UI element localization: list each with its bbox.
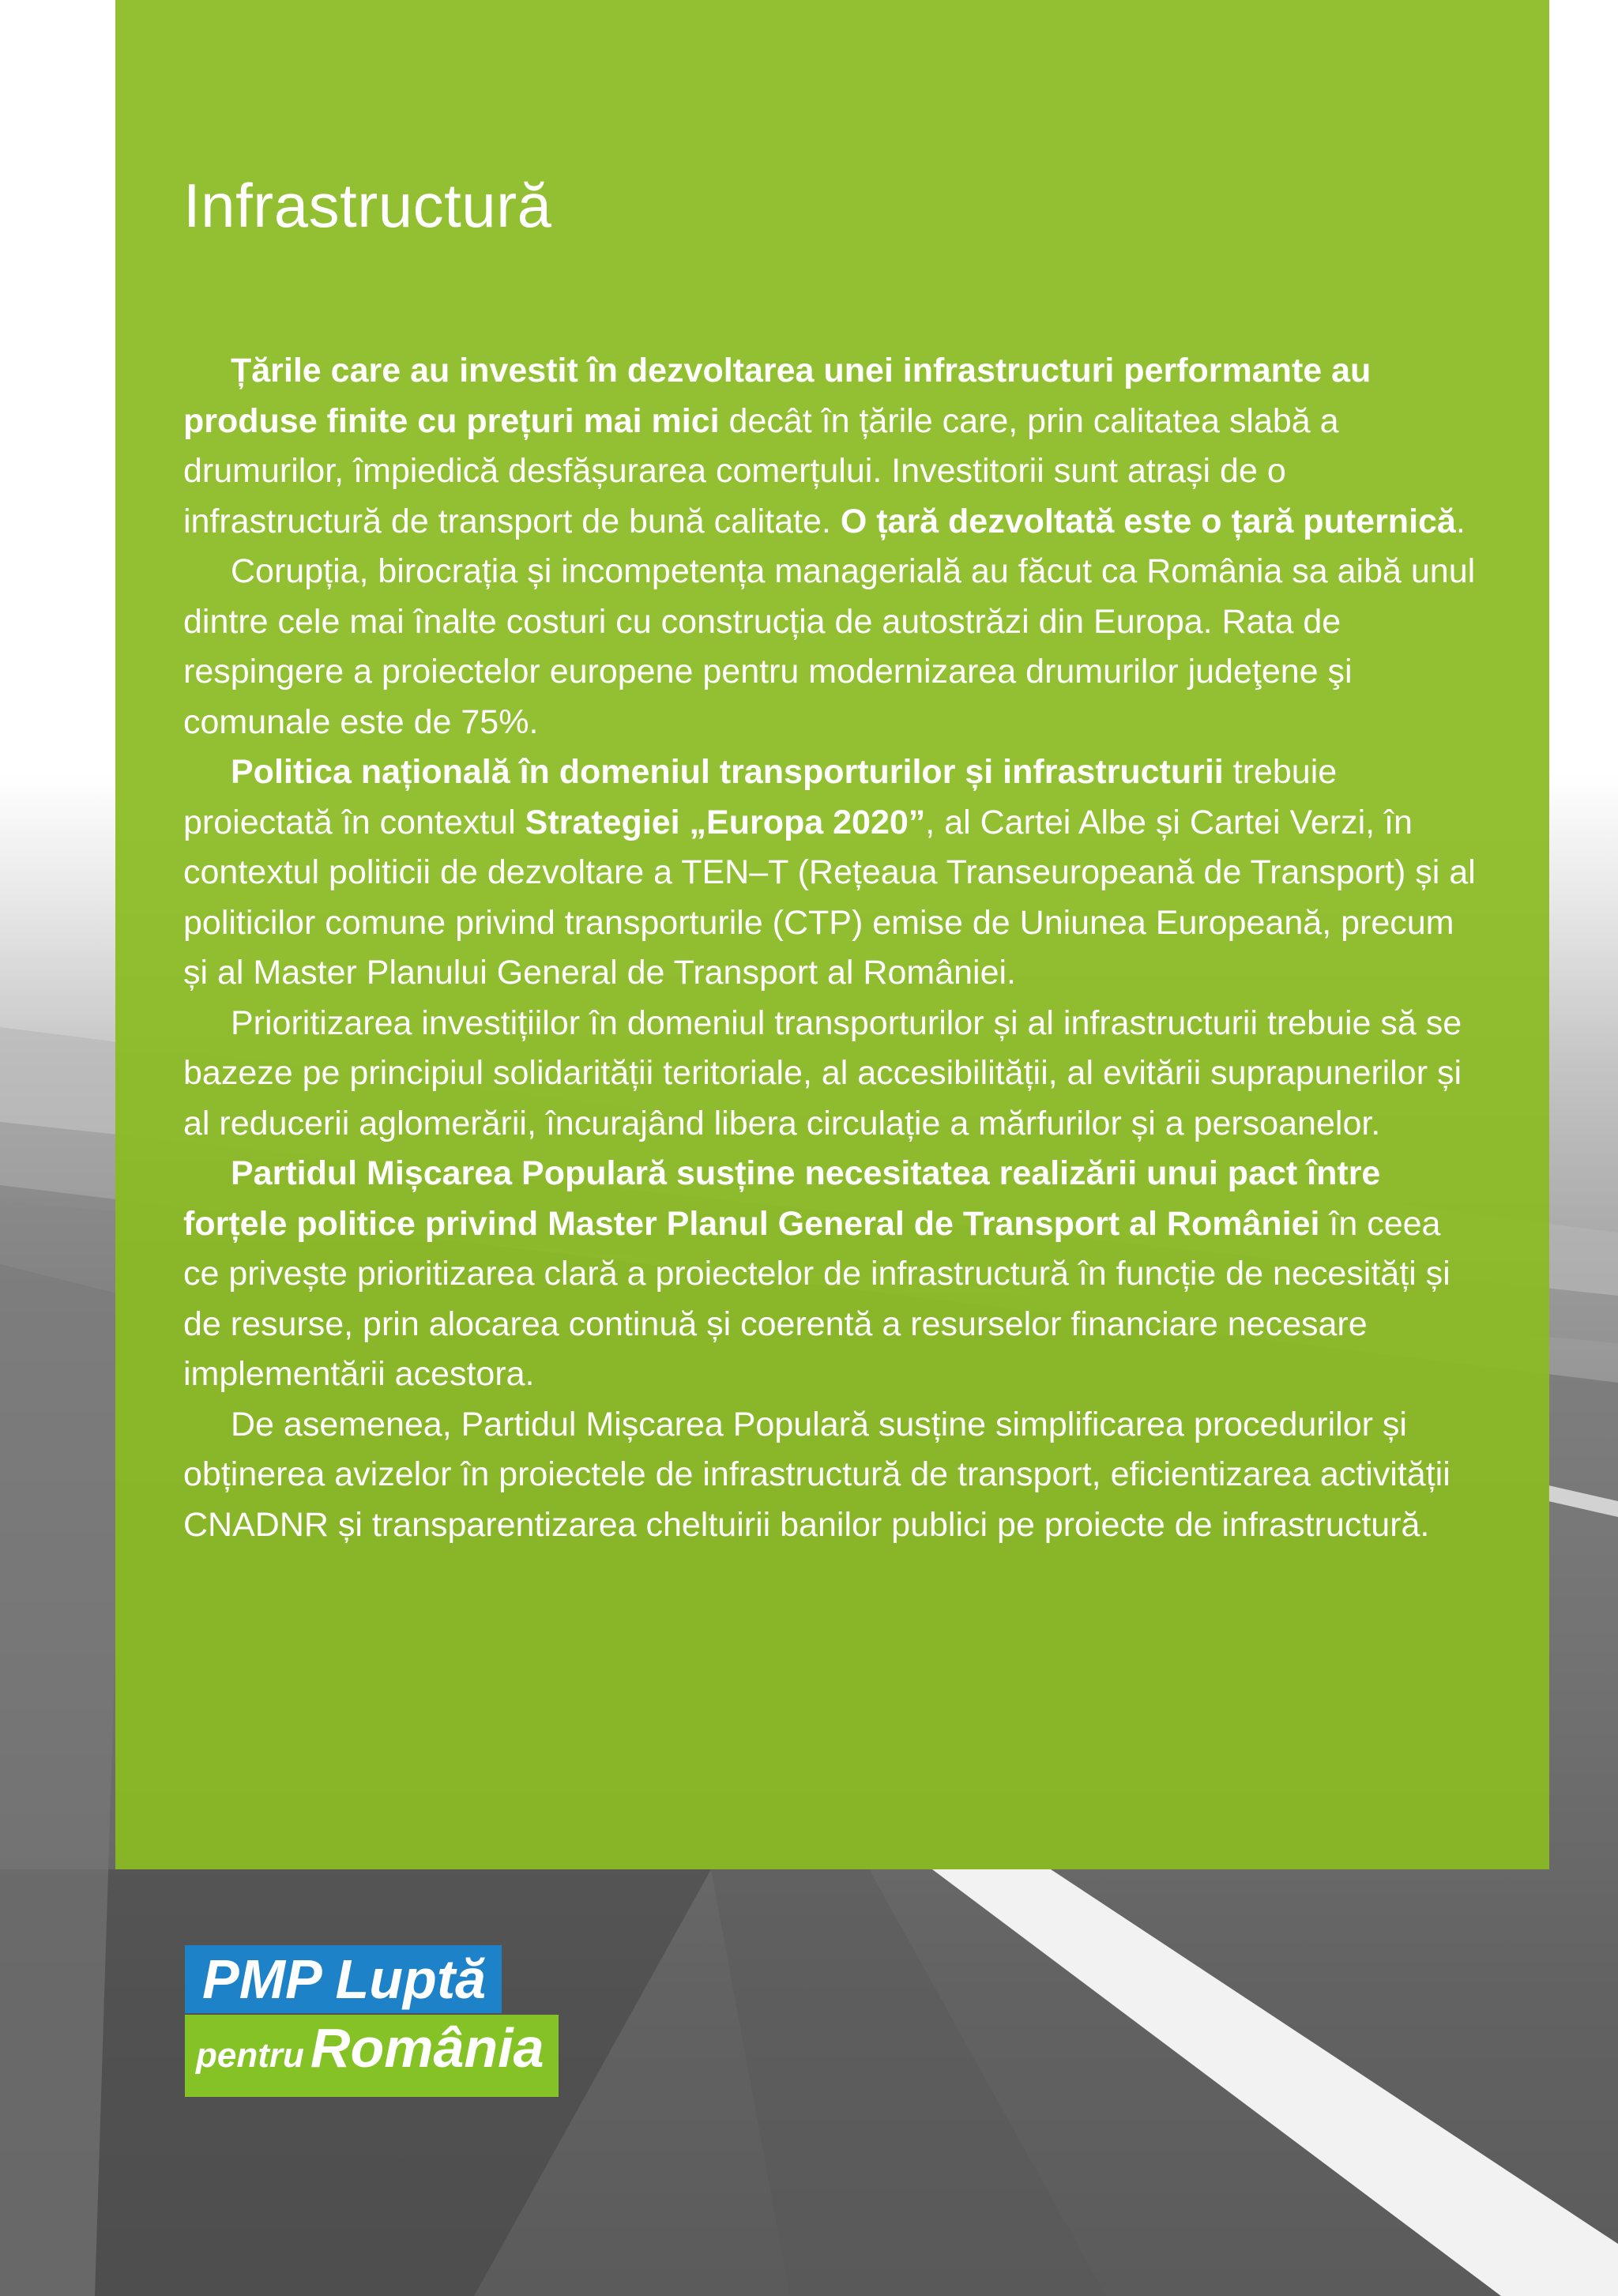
bold-text-run: Partidul Mișcarea Populară susține necesitatea realizării unui pact între forțele politice privind Master Planul General de Transport al României [183,1154,1381,1243]
bold-text-run: O țară dezvoltată este o țară puternică [840,502,1456,540]
text-run: Prioritizarea investițiilor în domeniul transporturilor și al infrastructurii trebuie să se bazeze pe principiul solidarității teritoriale, al accesibilității, al evitării suprapunerilor și al reducerii aglomerării, încurajând libera circulație a mărfurilor și a persoanelor. [183,1003,1462,1142]
paragraph [183,999,1477,1150]
paragraph [183,1149,1477,1400]
paragraph [183,747,1477,999]
text-run: decât în țările care, prin calitatea slabă a drumurilor, împiedică desfășurarea comerțului. Investitorii sunt atrași de o infrastructură de transport de bună calitate. [183,401,1339,540]
logo-line-2-big: România [310,2017,544,2079]
logo-line-2 [185,2015,559,2097]
logo-line-2-small: pentru [196,2036,304,2075]
paragraph [183,346,1477,547]
text-run: Corupția, birocrația și incompetența managerială au făcut ca România sa aibă unul dintre cele mai înalte costuri cu construcția de autostrăzi din Europa. Rata de respingere a proiectelor europene pentru modernizarea drumurilor judeţene şi comunale este de 75%. [183,552,1476,741]
paragraph [183,1400,1477,1551]
text-run: . [1455,502,1466,540]
text-run: , al Cartei Albe și Cartei Verzi, în contextul politicii de dezvoltare a TEN–T (Rețeaua Transeuropeană de Transport) și al politicilor comune privind transporturile (CTP) emise de Uniunea Europeană, precum și al Master Planului General de Transport al României. [183,803,1476,992]
content-panel [115,0,1549,1869]
paragraph [183,547,1477,747]
logo-line-1: PMP Luptă [185,1945,502,2013]
page-title: Infrastructură [183,171,552,240]
text-run: în ceea ce privește prioritizarea clară a proiectelor de infrastructură în funcție de necesități și de resurse, prin alocarea continuă și coerentă a resurselor financiare necesare implementării acestora. [183,1204,1451,1393]
bold-text-run: Strategiei „Europa 2020” [525,803,926,841]
text-run: De asemenea, Partidul Mișcarea Populară susține simplificarea procedurilor și obținerea avizelor în proiectele de infrastructură de transport, eficientizarea activității CNADNR și transparentizarea cheltuirii banilor publici pe proiecte de infrastructură. [183,1405,1451,1544]
pmp-logo [185,1945,559,2097]
bold-text-run: Politica națională în domeniul transporturilor și infrastructurii [231,753,1224,791]
bold-text-run: Țările care au investit în dezvoltarea unei infrastructuri performante au produse finite cu prețuri mai mici [183,352,1372,440]
body-text [183,346,1477,1550]
text-run: trebuie proiectată în contextul [183,753,1338,841]
